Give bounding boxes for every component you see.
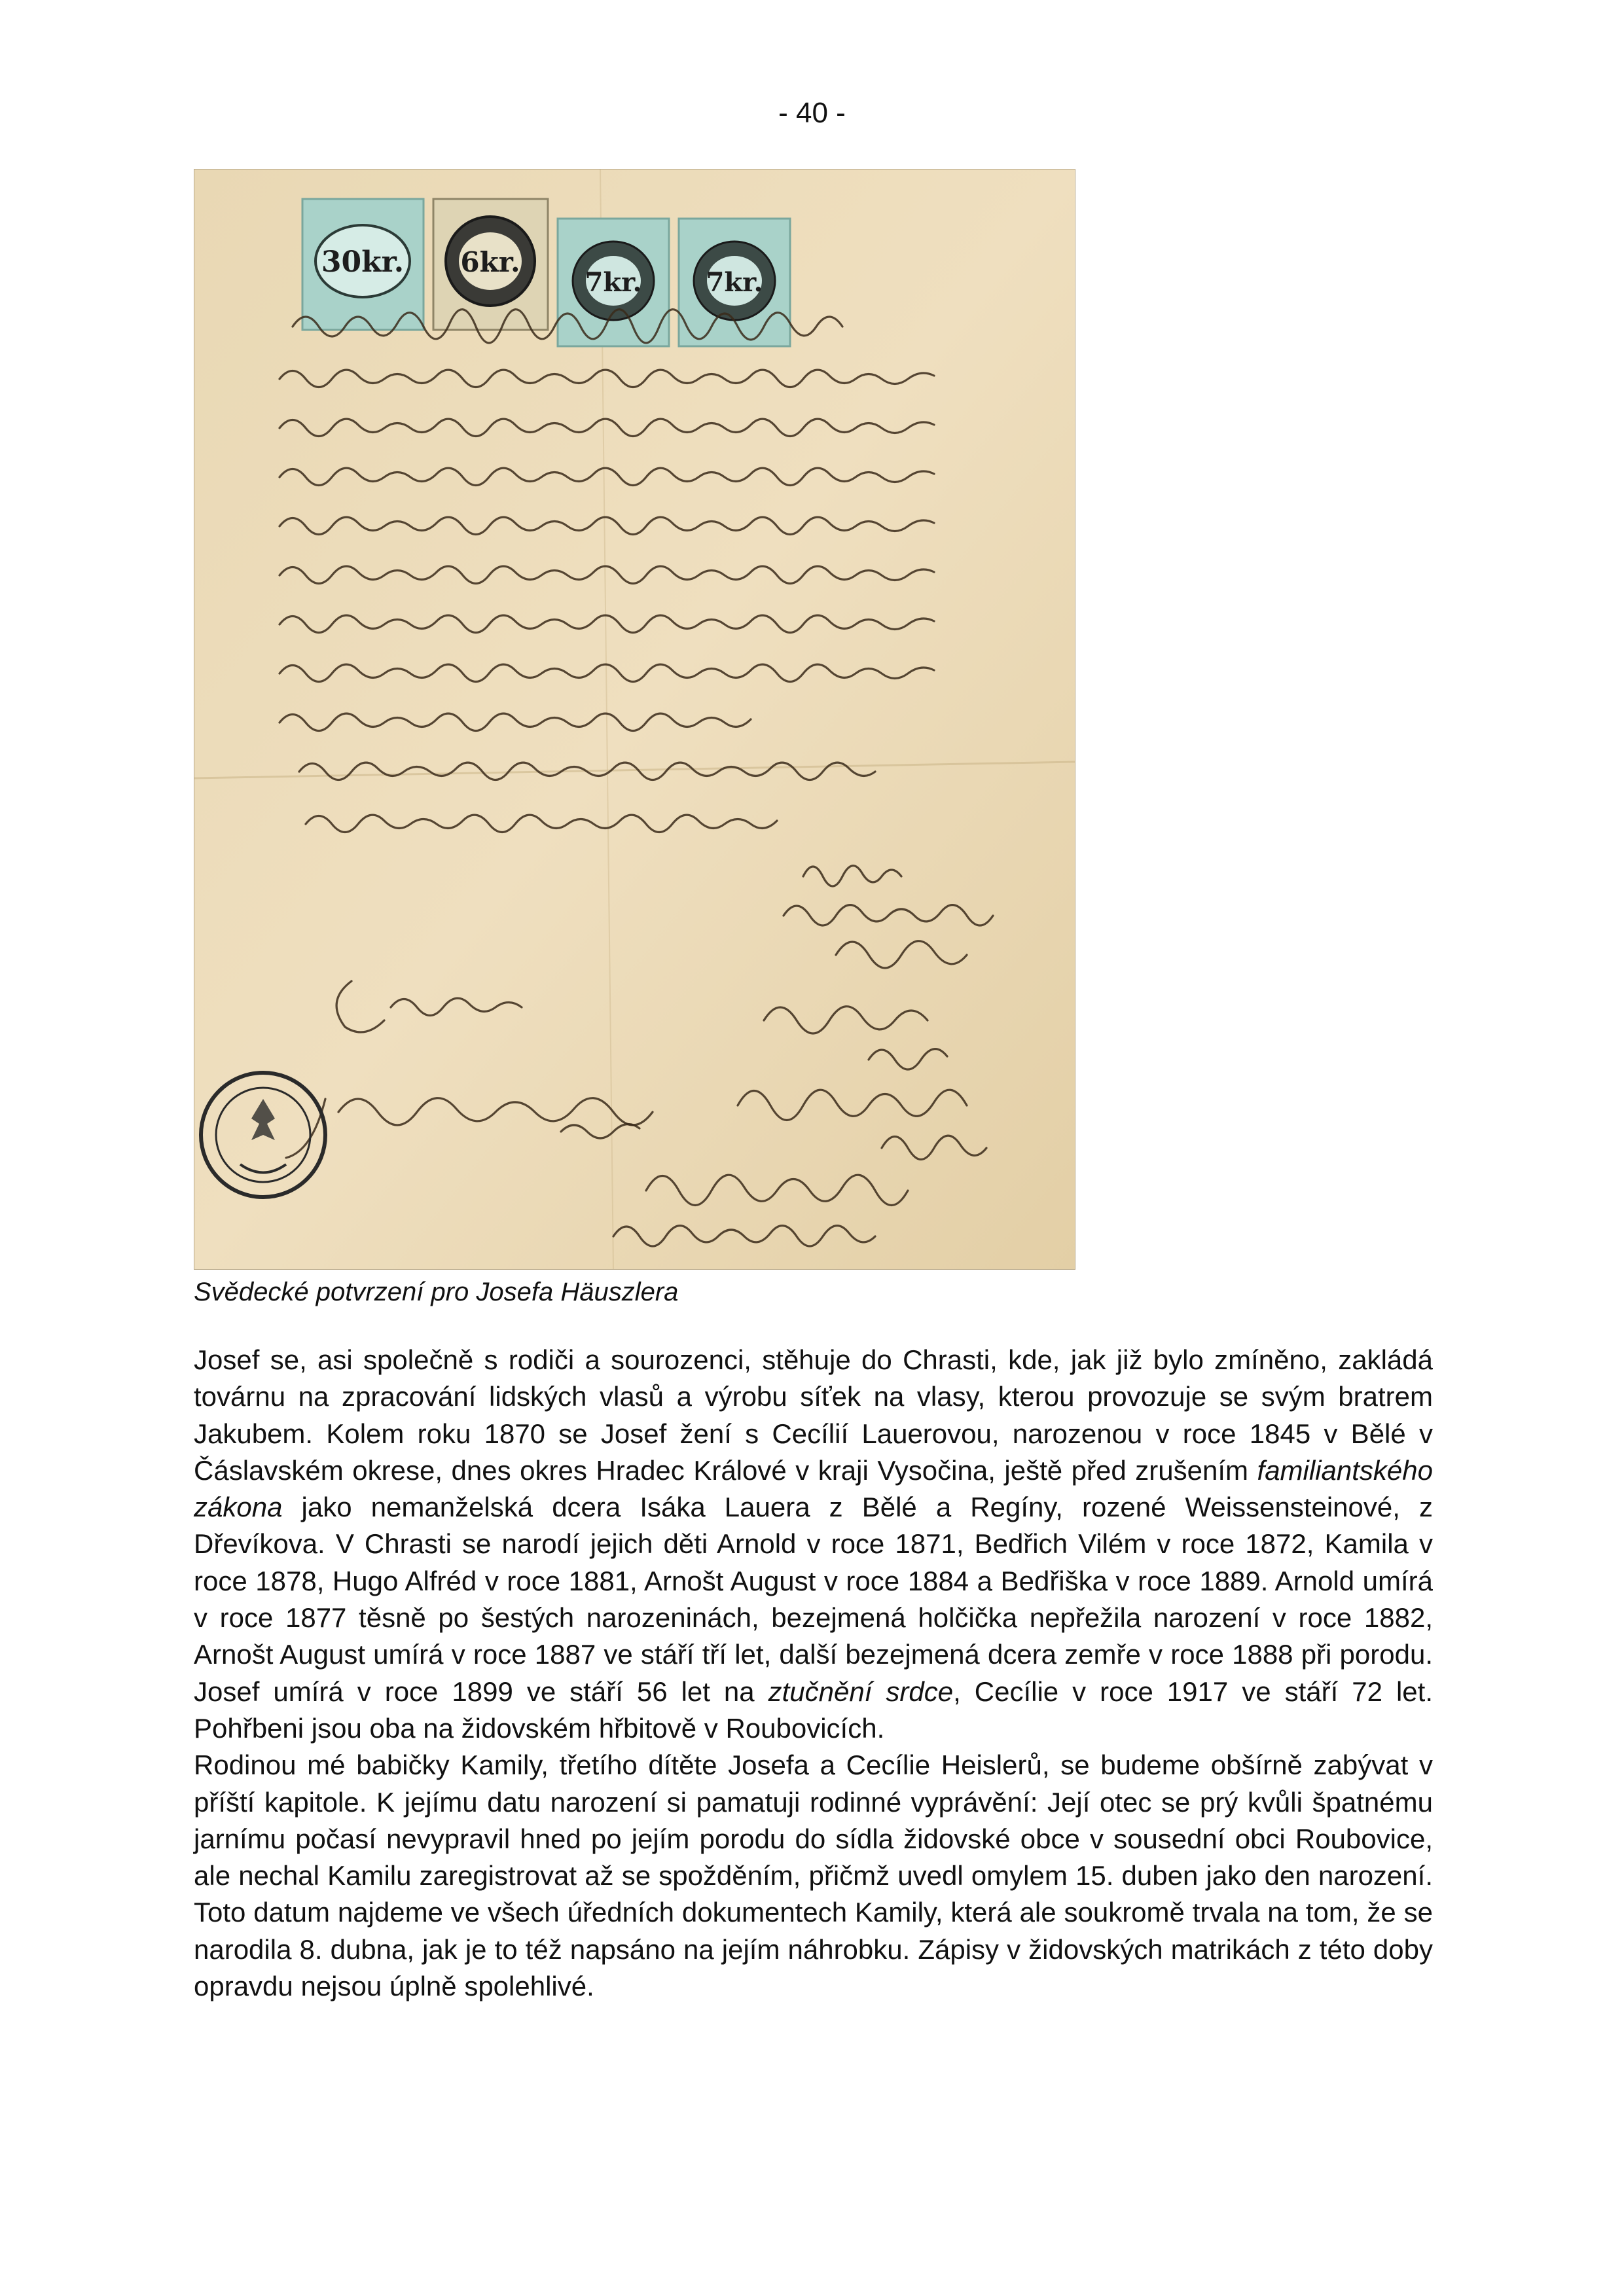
stamp-value: 30kr.	[321, 245, 405, 279]
revenue-stamp-1	[302, 199, 424, 330]
document-photo	[194, 169, 1075, 1270]
paragraph-1: Josef se, asi společně s rodiči a sourozenci, stěhuje do Chrasti, kde, jak již bylo zmíněno, zakládá továrnu na zpracování lidských vlasů a výrobu síťek na vlasy, kterou provozuje se svým bratrem Jakubem. Kolem roku 1870 se Josef žení s Cecílií Lauerovou, narozenou v roce 1845 v Bělé v Čáslavském okrese, dnes okres Hradec Králové v kraji Vysočina, ještě před zrušením familiantského zákona jako nemanželská dcera Isáka Lauera z Bělé a Regíny, rozené Weissensteinové, z Dřevíkova. V Chrasti se narodí jejich děti Arnold v roce 1871, Bedřich Vilém v roce 1872, Kamila v roce 1878, Hugo Alfréd v roce 1881, Arnošt August v roce 1884 a Bedřiška v roce 1889. Arnold umírá v roce 1877 těsně po šestých narozeninách, bezejmená holčička nepřežila narození v roce 1882, Arnošt August umírá v roce 1887 ve stáří tří let, další bezejmená dcera zemře v roce 1888 při porodu. Josef umírá v roce 1899 ve stáří 56 let na ztučnění srdce, Cecílie v roce 1917 ve stáří 72 let. Pohřbeni jsou oba na židovském hřbitově v Roubovicích.	[194, 1344, 1433, 1744]
stamp-value: 7kr.	[585, 267, 642, 298]
revenue-stamp-2	[433, 199, 548, 330]
revenue-stamp-3	[558, 219, 669, 346]
body-text	[194, 1342, 1433, 2005]
figure-caption: Svědecké potvrzení pro Josefa Häuszlera	[194, 1278, 679, 1306]
page-number: - 40 -	[778, 97, 846, 129]
stamp-value: 6kr.	[460, 246, 520, 278]
paragraph-2: Rodinou mé babičky Kamily, třetího dítěte Josefa a Cecílie Heislerů, se budeme obšírně zabývat v příští kapitole. K jejímu datu narození si pamatuji rodinné vyprávění: Její otec se prý kvůli špatnému jarnímu počasí nevypravil hned po jejím porodu do sídla židovské obce v sousední obci Roubovice, ale nechal Kamilu zaregistrovat až se spožděním, přičmž uvedl omylem 15. duben jako den narození. Toto datum najdeme ve všech úředních dokumentech Kamily, která ale soukromě trvala na tom, že se narodila 8. dubna, jak je to též napsáno na jejím náhrobku. Zápisy v židovských matrikách z této doby opravdu nejsou úplně spolehlivé.	[194, 1749, 1433, 2002]
stamp-value: 7kr.	[706, 267, 763, 298]
revenue-stamp-4	[679, 219, 790, 346]
italic-term: ztučnění srdce	[768, 1676, 954, 1707]
italic-term: familiantského zákona	[194, 1454, 1433, 1523]
